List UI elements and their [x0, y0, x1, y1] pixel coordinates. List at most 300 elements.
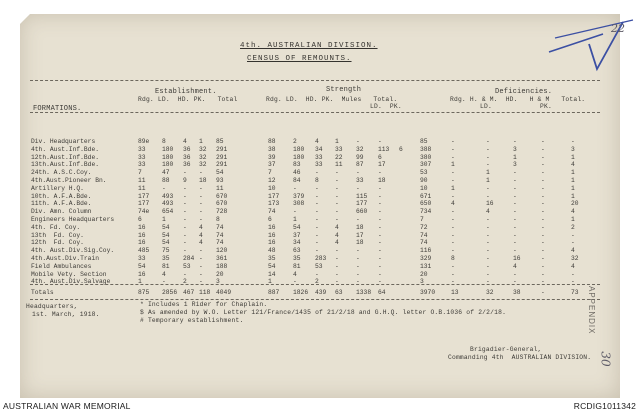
- establishment-total: 728: [216, 208, 228, 216]
- row-strength-pk: -: [335, 270, 339, 278]
- establishment-rdg: 16: [138, 239, 146, 247]
- row-strength-pk: 4: [335, 239, 339, 247]
- deficiency-pk: -: [541, 169, 545, 177]
- row-strength-ld: 34: [293, 239, 301, 247]
- row-strength-mules-pk: -: [378, 231, 382, 239]
- establishment-hd: -: [183, 247, 187, 255]
- establishment-rdg: 11: [138, 176, 146, 184]
- deficiency-rdg: -: [451, 262, 455, 270]
- total-strength-pk: 63: [335, 289, 343, 296]
- establishment-total: 74: [216, 231, 224, 239]
- establishment-pk: -: [199, 270, 203, 278]
- row-strength-total: 10: [420, 184, 428, 192]
- establishment-pk: 32: [199, 145, 207, 153]
- deficiency-pk: -: [541, 262, 545, 270]
- deficiency-rdg: -: [451, 270, 455, 278]
- total-deficiency-ld: 32: [486, 289, 494, 296]
- establishment-pk: -: [199, 254, 203, 262]
- formation-name: 11th. A.F.A.Bde.: [31, 200, 92, 208]
- establishment-total: 291: [216, 161, 228, 169]
- deficiency-hd: -: [513, 270, 517, 278]
- deficiency-pk: -: [541, 278, 545, 286]
- establishment-hd: -: [183, 215, 187, 223]
- row-strength-mules-pk: -: [378, 138, 382, 145]
- row-strength-rdg: 16: [268, 231, 276, 239]
- deficiency-rdg: -: [451, 208, 455, 216]
- folded-corner: [20, 14, 30, 24]
- establishment-total: 291: [216, 153, 228, 161]
- establishment-ld: 493: [162, 200, 174, 208]
- row-strength-total: 85: [420, 138, 428, 145]
- establishment-rdg: 16: [138, 223, 146, 231]
- establishment-hd: -: [183, 192, 187, 200]
- row-strength-total: 72: [420, 223, 428, 231]
- establishment-pk: 18: [199, 176, 207, 184]
- establishment-ld: 75: [162, 247, 170, 255]
- establishment-hd: -: [183, 231, 187, 239]
- row-strength-total: 7: [420, 215, 424, 223]
- row-strength-rdg: 74: [268, 208, 276, 216]
- formation-name: 4th. Fd. Coy.: [31, 223, 81, 231]
- deficiency-pk: -: [541, 215, 545, 223]
- total-establishment-pk: 118: [199, 289, 211, 296]
- establishment-pk: -: [199, 215, 203, 223]
- establishment-hd: -: [183, 270, 187, 278]
- establishment-pk: -: [199, 262, 203, 270]
- deficiency-total: 4: [571, 208, 575, 216]
- row-strength-rdg: 16: [268, 239, 276, 247]
- establishment-total: 74: [216, 239, 224, 247]
- row-strength-extra: 32: [356, 145, 364, 153]
- row-strength-rdg: 48: [268, 247, 276, 255]
- establishment-rdg: 33: [138, 145, 146, 153]
- place-line: Headquarters,: [26, 303, 78, 310]
- row-strength-mules-pk: -: [378, 184, 382, 192]
- row-strength-ld: 180: [293, 153, 305, 161]
- deficiency-hd: -: [513, 184, 517, 192]
- row-strength-pk: 4: [335, 231, 339, 239]
- establishment-ld: 493: [162, 192, 174, 200]
- establishment-total: 670: [216, 200, 228, 208]
- row-strength-mules-ld: 177: [356, 200, 368, 208]
- row-strength-rdg: 14: [268, 270, 276, 278]
- row-strength-mules-ld: -: [356, 270, 360, 278]
- formation-name: 12th Fd. Coy.: [31, 239, 84, 247]
- deficiency-ld: -: [486, 138, 490, 145]
- deficiency-rdg: -: [451, 247, 455, 255]
- establishment-rdg: 11: [138, 184, 146, 192]
- establishment-ld: -: [162, 278, 166, 286]
- header-mules-sub: LD. PK.: [370, 103, 402, 110]
- deficiency-ld: -: [486, 262, 490, 270]
- row-strength-total: 388: [420, 145, 432, 153]
- formation-name: 13th.Aust.Inf.Bde.: [31, 161, 100, 169]
- deficiency-total: 1: [571, 176, 575, 184]
- row-strength-rdg: 177: [268, 192, 280, 200]
- total-strength-mules-pk: 64: [378, 289, 386, 296]
- formation-name: Mobile Vety. Section: [31, 270, 107, 278]
- deficiency-hd: -: [513, 223, 517, 231]
- establishment-rdg: 7: [138, 169, 142, 177]
- header-deficiency-pk: PK.: [540, 103, 552, 110]
- total-deficiency-hd: 38: [513, 289, 521, 296]
- establishment-pk: 4: [199, 239, 203, 247]
- deficiency-pk: -: [541, 247, 545, 255]
- row-strength-mules-pk: -: [378, 192, 382, 200]
- row-strength-mules-pk: -: [378, 270, 382, 278]
- deficiency-rdg: -: [451, 192, 455, 200]
- establishment-pk: -: [199, 200, 203, 208]
- row-strength-total: 90: [420, 176, 428, 184]
- establishment-hd: 4: [183, 138, 187, 145]
- row-strength-mules-ld: -: [356, 254, 360, 262]
- row-strength-mules-ld: 115: [356, 192, 368, 200]
- deficiency-total: 1: [571, 153, 575, 161]
- deficiency-hd: 1: [513, 153, 517, 161]
- deficiency-pk: -: [541, 138, 545, 145]
- formation-name: 10th. A.F.A.Bde.: [31, 192, 92, 200]
- row-strength-mules-pk: -: [378, 254, 382, 262]
- row-strength-hd: -: [315, 200, 319, 208]
- row-strength-rdg: 88: [268, 138, 276, 145]
- row-strength-pk: 33: [335, 145, 343, 153]
- row-strength-ld: 81: [293, 262, 301, 270]
- row-strength-hd: -: [315, 192, 319, 200]
- row-strength-ld: 63: [293, 247, 301, 255]
- row-strength-total: 671: [420, 192, 432, 200]
- row-strength-pk: 11: [335, 161, 343, 169]
- header-establishment-columns: Rdg. LD. HD. PK. Total: [138, 96, 238, 103]
- deficiency-rdg: -: [451, 176, 455, 184]
- totals-label: Totals: [31, 289, 54, 296]
- row-strength-mules-pk: 18: [378, 176, 386, 184]
- row-strength-rdg: 16: [268, 223, 276, 231]
- row-strength-mules-ld: 87: [356, 161, 364, 169]
- row-strength-ld: 35: [293, 254, 301, 262]
- deficiency-ld: -: [486, 184, 490, 192]
- row-strength-rdg: 35: [268, 254, 276, 262]
- establishment-total: 361: [216, 254, 228, 262]
- row-strength-mules-pk: -: [378, 239, 382, 247]
- total-strength-hd: 439: [315, 289, 327, 296]
- establishment-hd: 36: [183, 161, 191, 169]
- row-strength-mules-pk: -: [378, 200, 382, 208]
- establishment-hd: -: [183, 208, 187, 216]
- establishment-total: 670: [216, 192, 228, 200]
- deficiency-hd: -: [513, 176, 517, 184]
- row-strength-hd: -: [315, 184, 319, 192]
- document-subtitle: CENSUS OF REMOUNTS.: [247, 55, 352, 63]
- establishment-hd: 284: [183, 254, 195, 262]
- total-deficiency-total: 73: [571, 289, 579, 296]
- formation-name: Engineers Headquarters: [31, 215, 115, 223]
- row-strength-pk: -: [335, 247, 339, 255]
- deficiency-rdg: -: [451, 231, 455, 239]
- deficiency-rdg: -: [451, 223, 455, 231]
- deficiency-hd: 16: [513, 254, 521, 262]
- deficiency-total: -: [571, 278, 575, 286]
- establishment-ld: 88: [162, 176, 170, 184]
- formation-name: Div. Headquarters: [31, 138, 96, 145]
- deficiency-rdg: 1: [451, 184, 455, 192]
- establishment-ld: 180: [162, 161, 174, 169]
- establishment-rdg: 74e: [138, 208, 150, 216]
- establishment-ld: 4: [162, 270, 166, 278]
- row-strength-pk: -: [335, 262, 339, 270]
- establishment-rdg: 16: [138, 270, 146, 278]
- deficiency-pk: -: [541, 184, 545, 192]
- establishment-ld: 54: [162, 223, 170, 231]
- establishment-total: 85: [216, 138, 224, 145]
- establishment-pk: 4: [199, 231, 203, 239]
- row-strength-pk: -: [335, 184, 339, 192]
- row-strength-hd: 283: [315, 254, 327, 262]
- establishment-rdg: 54: [138, 262, 146, 270]
- row-strength-hd: 8: [315, 176, 319, 184]
- row-strength-hd: -: [315, 215, 319, 223]
- row-strength-mules-ld: -: [356, 184, 360, 192]
- row-strength-rdg: 12: [268, 176, 276, 184]
- deficiency-ld: -: [486, 247, 490, 255]
- establishment-pk: -: [199, 278, 203, 286]
- deficiency-total: -: [571, 239, 575, 247]
- row-strength-total: 53: [420, 169, 428, 177]
- document-title: 4th. AUSTRALIAN DIVISION.: [240, 42, 378, 50]
- deficiency-ld: -: [486, 153, 490, 161]
- handwritten-appendix-number: 30: [598, 351, 613, 367]
- row-strength-mules-pk: -: [378, 247, 382, 255]
- header-deficiency-ld: LD.: [480, 103, 492, 110]
- establishment-rdg: 177: [138, 200, 150, 208]
- deficiency-ld: 1: [486, 169, 490, 177]
- row-strength-mules-pk: 6: [399, 145, 403, 153]
- formation-name: 24th. A.S.C.Coy.: [31, 169, 92, 177]
- row-strength-pk: -: [335, 200, 339, 208]
- establishment-total: 93: [216, 176, 224, 184]
- total-establishment-hd: 467: [183, 289, 195, 296]
- deficiency-total: -: [571, 270, 575, 278]
- deficiency-hd: -: [513, 192, 517, 200]
- row-strength-ld: 1: [293, 215, 297, 223]
- deficiency-hd: -: [513, 239, 517, 247]
- formation-name: 4th. Aust.Inf.Bde.: [31, 145, 100, 153]
- establishment-pk: 1: [199, 138, 203, 145]
- formation-name: 4th. Aust.Div.Sig.Coy.: [31, 247, 115, 255]
- footer-archive-name: AUSTRALIAN WAR MEMORIAL: [3, 401, 131, 411]
- establishment-ld: 654: [162, 208, 174, 216]
- establishment-ld: -: [162, 184, 166, 192]
- establishment-rdg: 1: [138, 278, 142, 286]
- row-strength-total: 380: [420, 153, 432, 161]
- deficiency-ld: -: [486, 239, 490, 247]
- establishment-pk: 32: [199, 153, 207, 161]
- establishment-pk: -: [199, 247, 203, 255]
- rule-totals-top: [30, 284, 600, 285]
- deficiency-rdg: -: [451, 215, 455, 223]
- row-strength-hd: -: [315, 239, 319, 247]
- establishment-hd: 53: [183, 262, 191, 270]
- formation-name: 13th Fd. Coy.: [31, 231, 84, 239]
- establishment-rdg: 89e: [138, 138, 150, 145]
- deficiency-rdg: -: [451, 153, 455, 161]
- row-strength-ld: 54: [293, 223, 301, 231]
- deficiency-total: 32: [571, 254, 579, 262]
- establishment-pk: -: [199, 169, 203, 177]
- row-strength-total: 329: [420, 254, 432, 262]
- establishment-ld: 54: [162, 239, 170, 247]
- row-strength-mules-ld: -: [356, 169, 360, 177]
- row-strength-ld: 46: [293, 169, 301, 177]
- row-strength-total: 3: [420, 278, 424, 286]
- deficiency-ld: -: [486, 145, 490, 153]
- row-strength-mules-pk: -: [378, 215, 382, 223]
- row-strength-pk: -: [335, 254, 339, 262]
- deficiency-total: 1: [571, 215, 575, 223]
- total-strength-mules-ld: 1338: [356, 289, 372, 296]
- deficiency-pk: -: [541, 200, 545, 208]
- deficiency-rdg: -: [451, 138, 455, 145]
- deficiency-total: 3: [571, 145, 575, 153]
- row-strength-hd: -: [315, 208, 319, 216]
- establishment-total: 20: [216, 270, 224, 278]
- row-strength-pk: -: [335, 215, 339, 223]
- header-strength: Strength: [326, 86, 362, 94]
- deficiency-pk: -: [541, 176, 545, 184]
- row-strength-total: 307: [420, 161, 432, 169]
- establishment-ld: 180: [162, 145, 174, 153]
- row-strength-mules-ld: -: [356, 262, 360, 270]
- establishment-rdg: 33: [138, 153, 146, 161]
- row-strength-hd: 4: [315, 138, 319, 145]
- row-strength-rdg: 39: [268, 153, 276, 161]
- row-strength-mules-ld: 660: [356, 208, 368, 216]
- deficiency-ld: -: [486, 270, 490, 278]
- deficiency-ld: -: [486, 161, 490, 169]
- total-establishment-total: 4049: [216, 289, 232, 296]
- deficiency-total: -: [571, 231, 575, 239]
- establishment-hd: 36: [183, 145, 191, 153]
- establishment-ld: 81: [162, 262, 170, 270]
- establishment-total: 8: [216, 215, 220, 223]
- row-strength-mules-ld: 33: [356, 176, 364, 184]
- establishment-ld: 54: [162, 231, 170, 239]
- establishment-total: 54: [216, 169, 224, 177]
- handwritten-corner-number: 22: [611, 22, 625, 35]
- deficiency-rdg: -: [451, 145, 455, 153]
- row-strength-pk: -: [335, 208, 339, 216]
- total-establishment-rdg: 875: [138, 289, 150, 296]
- total-strength-total: 3970: [420, 289, 436, 296]
- footnote-2: $ As amended by W.O. Letter 121/France/1435 of 21/2/18 and G.H.Q. letter O.B.1036 of 2/2/18.: [140, 309, 507, 316]
- header-formations: FORMATIONS.: [33, 105, 82, 113]
- deficiency-hd: 3: [513, 145, 517, 153]
- establishment-hd: -: [183, 200, 187, 208]
- establishment-pk: -: [199, 184, 203, 192]
- document-sheet: [20, 14, 620, 398]
- establishment-ld: 1: [162, 215, 166, 223]
- row-strength-mules-pk: 17: [378, 161, 386, 169]
- establishment-rdg: 33: [138, 254, 146, 262]
- deficiency-total: 1: [571, 169, 575, 177]
- row-strength-rdg: 38: [268, 145, 276, 153]
- deficiency-ld: 1: [486, 176, 490, 184]
- row-strength-pk: -: [335, 278, 339, 286]
- deficiency-ld: -: [486, 192, 490, 200]
- deficiency-ld: -: [486, 254, 490, 262]
- row-strength-hd: -: [315, 270, 319, 278]
- deficiency-ld: -: [486, 223, 490, 231]
- deficiency-pk: -: [541, 153, 545, 161]
- row-strength-hd: -: [315, 223, 319, 231]
- deficiency-total: 1: [571, 192, 575, 200]
- deficiency-rdg: -: [451, 278, 455, 286]
- deficiency-hd: -: [513, 278, 517, 286]
- total-strength-ld: 1826: [293, 289, 309, 296]
- row-strength-ld: 180: [293, 145, 305, 153]
- row-strength-pk: -: [335, 169, 339, 177]
- row-strength-mules-ld: 18: [356, 239, 364, 247]
- deficiency-pk: -: [541, 231, 545, 239]
- row-strength-hd: -: [315, 231, 319, 239]
- establishment-total: 291: [216, 145, 228, 153]
- deficiency-total: 4: [571, 161, 575, 169]
- rule-header: [30, 112, 600, 113]
- deficiency-pk: -: [541, 161, 545, 169]
- deficiency-hd: -: [513, 247, 517, 255]
- appendix-stamp: APPENDIX: [587, 286, 596, 335]
- establishment-hd: 36: [183, 153, 191, 161]
- row-strength-rdg: 37: [268, 161, 276, 169]
- row-strength-pk: -: [335, 192, 339, 200]
- row-strength-rdg: 7: [268, 169, 272, 177]
- row-strength-hd: -: [315, 169, 319, 177]
- establishment-hd: 9: [183, 176, 187, 184]
- row-strength-mules-pk: -: [378, 223, 382, 231]
- deficiency-hd: -: [513, 200, 517, 208]
- row-strength-rdg: 10: [268, 184, 276, 192]
- formation-name: 4th.Aust.Pioneer Bn.: [31, 176, 107, 184]
- row-strength-rdg: 173: [268, 200, 280, 208]
- deficiency-pk: -: [541, 254, 545, 262]
- row-strength-hd: 33: [315, 161, 323, 169]
- header-deficiency-columns: Rdg. H. & M. HD. H & M Total.: [450, 96, 586, 103]
- row-strength-mules-ld: 99: [356, 153, 364, 161]
- row-strength-ld: 4: [293, 270, 297, 278]
- row-strength-ld: -: [293, 184, 297, 192]
- formation-name: Artillery H.Q.: [31, 184, 84, 192]
- deficiency-total: 4: [571, 247, 575, 255]
- row-strength-rdg: 54: [268, 262, 276, 270]
- deficiency-pk: -: [541, 223, 545, 231]
- deficiency-hd: -: [513, 208, 517, 216]
- deficiency-pk: -: [541, 270, 545, 278]
- establishment-total: 3: [216, 278, 220, 286]
- signature-title: Brigadier-General,: [470, 346, 542, 353]
- establishment-hd: -: [183, 184, 187, 192]
- deficiency-hd: 3: [513, 161, 517, 169]
- formation-name: Field Ambulances: [31, 262, 92, 270]
- row-strength-mules-pk: 6: [378, 153, 382, 161]
- deficiency-rdg: -: [451, 169, 455, 177]
- establishment-total: 188: [216, 262, 228, 270]
- row-strength-rdg: 1: [268, 278, 272, 286]
- establishment-ld: 8: [162, 138, 166, 145]
- row-strength-total: 20: [420, 270, 428, 278]
- deficiency-rdg: 8: [451, 254, 455, 262]
- formation-name: Div. Amn. Column: [31, 208, 92, 216]
- establishment-ld: 47: [162, 169, 170, 177]
- total-strength-rdg: 887: [268, 289, 280, 296]
